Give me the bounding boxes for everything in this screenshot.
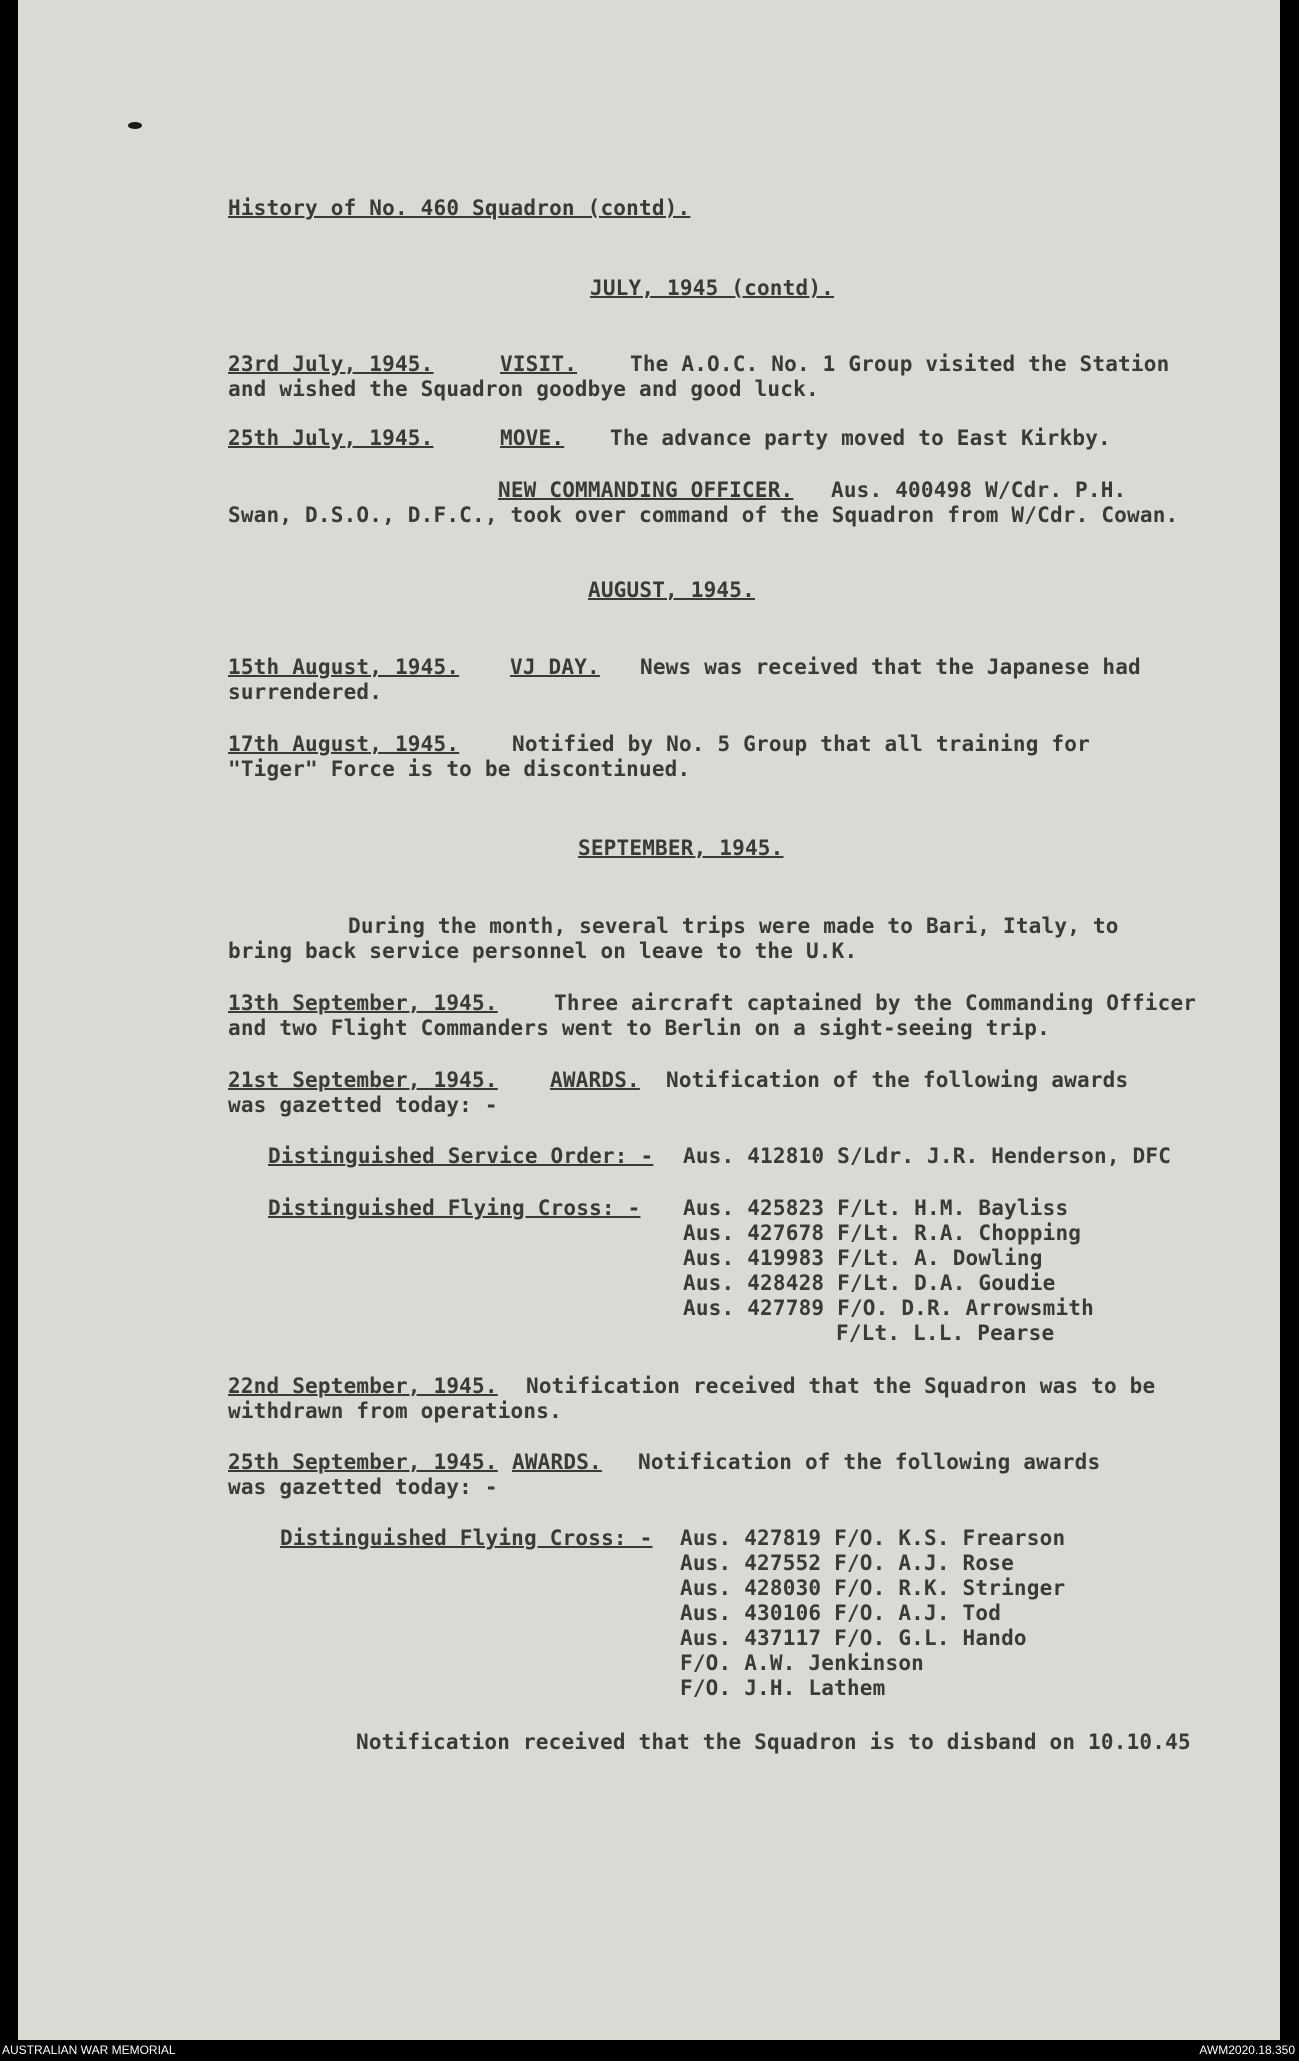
entry-text: was gazetted today: -	[228, 1475, 498, 1499]
entry-heading: AWARDS.	[550, 1068, 640, 1092]
award-recipient: F/O. A.W. Jenkinson	[680, 1651, 925, 1675]
entry-heading: VISIT.	[500, 352, 578, 376]
entry-text: Aus. 400498 W/Cdr. P.H.	[831, 478, 1127, 502]
document-title: History of No. 460 Squadron (contd).	[228, 196, 691, 220]
award-recipient: Aus. 427819 F/O. K.S. Frearson	[680, 1526, 1066, 1550]
entry-text: surrendered.	[228, 680, 383, 704]
award-label: Distinguished Flying Cross: -	[280, 1526, 653, 1550]
entry-date: 21st September, 1945.	[228, 1068, 498, 1092]
entry-text: Notification of the following awards	[666, 1068, 1129, 1092]
entry-text: withdrawn from operations.	[228, 1399, 562, 1423]
entry-text: and two Flight Commanders went to Berlin on a sight-seeing trip.	[228, 1016, 1050, 1040]
award-recipient: Aus. 428030 F/O. R.K. Stringer	[680, 1576, 1066, 1600]
entry-text: bring back service personnel on leave to the U.K.	[228, 939, 858, 963]
footer-credit: AUSTRALIAN WAR MEMORIAL	[2, 2043, 176, 2057]
entry-text: Three aircraft captained by the Commanding Officer	[554, 991, 1197, 1015]
entry-text: Notification of the following awards	[638, 1450, 1101, 1474]
award-label: Distinguished Flying Cross: -	[268, 1196, 641, 1220]
award-recipient: Aus. 419983 F/Lt. A. Dowling	[683, 1246, 1043, 1270]
award-recipient: Aus. 427552 F/O. A.J. Rose	[680, 1551, 1014, 1575]
entry-date: 22nd September, 1945.	[228, 1374, 498, 1398]
entry-date: 25th September, 1945.	[228, 1450, 498, 1474]
award-recipient: Aus. 427789 F/O. D.R. Arrowsmith	[683, 1296, 1094, 1320]
entry-date: 23rd July, 1945.	[228, 352, 434, 376]
entry-text: Notification received that the Squadron was to be	[526, 1374, 1156, 1398]
entry-date: 25th July, 1945.	[228, 426, 434, 450]
award-recipient: Aus. 437117 F/O. G.L. Hando	[680, 1626, 1027, 1650]
entry-text: was gazetted today: -	[228, 1093, 498, 1117]
entry-text: During the month, several trips were made to Bari, Italy, to	[348, 914, 1119, 938]
entry-text: News was received that the Japanese had	[640, 655, 1141, 679]
entry-text: "Tiger" Force is to be discontinued.	[228, 757, 691, 781]
award-recipient: F/O. J.H. Lathem	[680, 1676, 886, 1700]
award-recipient: Aus. 428428 F/Lt. D.A. Goudie	[683, 1271, 1056, 1295]
entry-text: Notified by No. 5 Group that all training for	[512, 732, 1090, 756]
entry-text: The advance party moved to East Kirkby.	[610, 426, 1111, 450]
footer-accession-number: AWM2020.18.350	[1199, 2043, 1295, 2057]
award-recipient: Aus. 412810 S/Ldr. J.R. Henderson, DFC	[683, 1144, 1172, 1168]
entry-date: 13th September, 1945.	[228, 991, 498, 1015]
award-recipient: Aus. 430106 F/O. A.J. Tod	[680, 1601, 1002, 1625]
award-recipient: F/Lt. L.L. Pearse	[836, 1321, 1055, 1345]
award-label: Distinguished Service Order: -	[268, 1144, 654, 1168]
entry-heading: MOVE.	[500, 426, 565, 450]
document-page	[18, 0, 1280, 2040]
entry-heading: AWARDS.	[512, 1450, 602, 1474]
closing-note: Notification received that the Squadron is to disband on 10.10.45	[356, 1730, 1191, 1754]
entry-text: The A.O.C. No. 1 Group visited the Station	[630, 352, 1170, 376]
entry-heading: NEW COMMANDING OFFICER.	[498, 478, 794, 502]
award-recipient: Aus. 425823 F/Lt. H.M. Bayliss	[683, 1196, 1069, 1220]
entry-text: and wished the Squadron goodbye and good luck.	[228, 377, 819, 401]
entry-heading: VJ DAY.	[510, 655, 600, 679]
month-heading-july: JULY, 1945 (contd).	[590, 276, 835, 300]
entry-date: 15th August, 1945.	[228, 655, 460, 679]
entry-date: 17th August, 1945.	[228, 732, 460, 756]
award-recipient: Aus. 427678 F/Lt. R.A. Chopping	[683, 1221, 1082, 1245]
month-heading-september: SEPTEMBER, 1945.	[578, 836, 784, 860]
entry-text: Swan, D.S.O., D.F.C., took over command of the Squadron from W/Cdr. Cowan.	[228, 503, 1179, 527]
month-heading-august: AUGUST, 1945.	[588, 578, 755, 602]
paper-mark	[128, 122, 142, 129]
